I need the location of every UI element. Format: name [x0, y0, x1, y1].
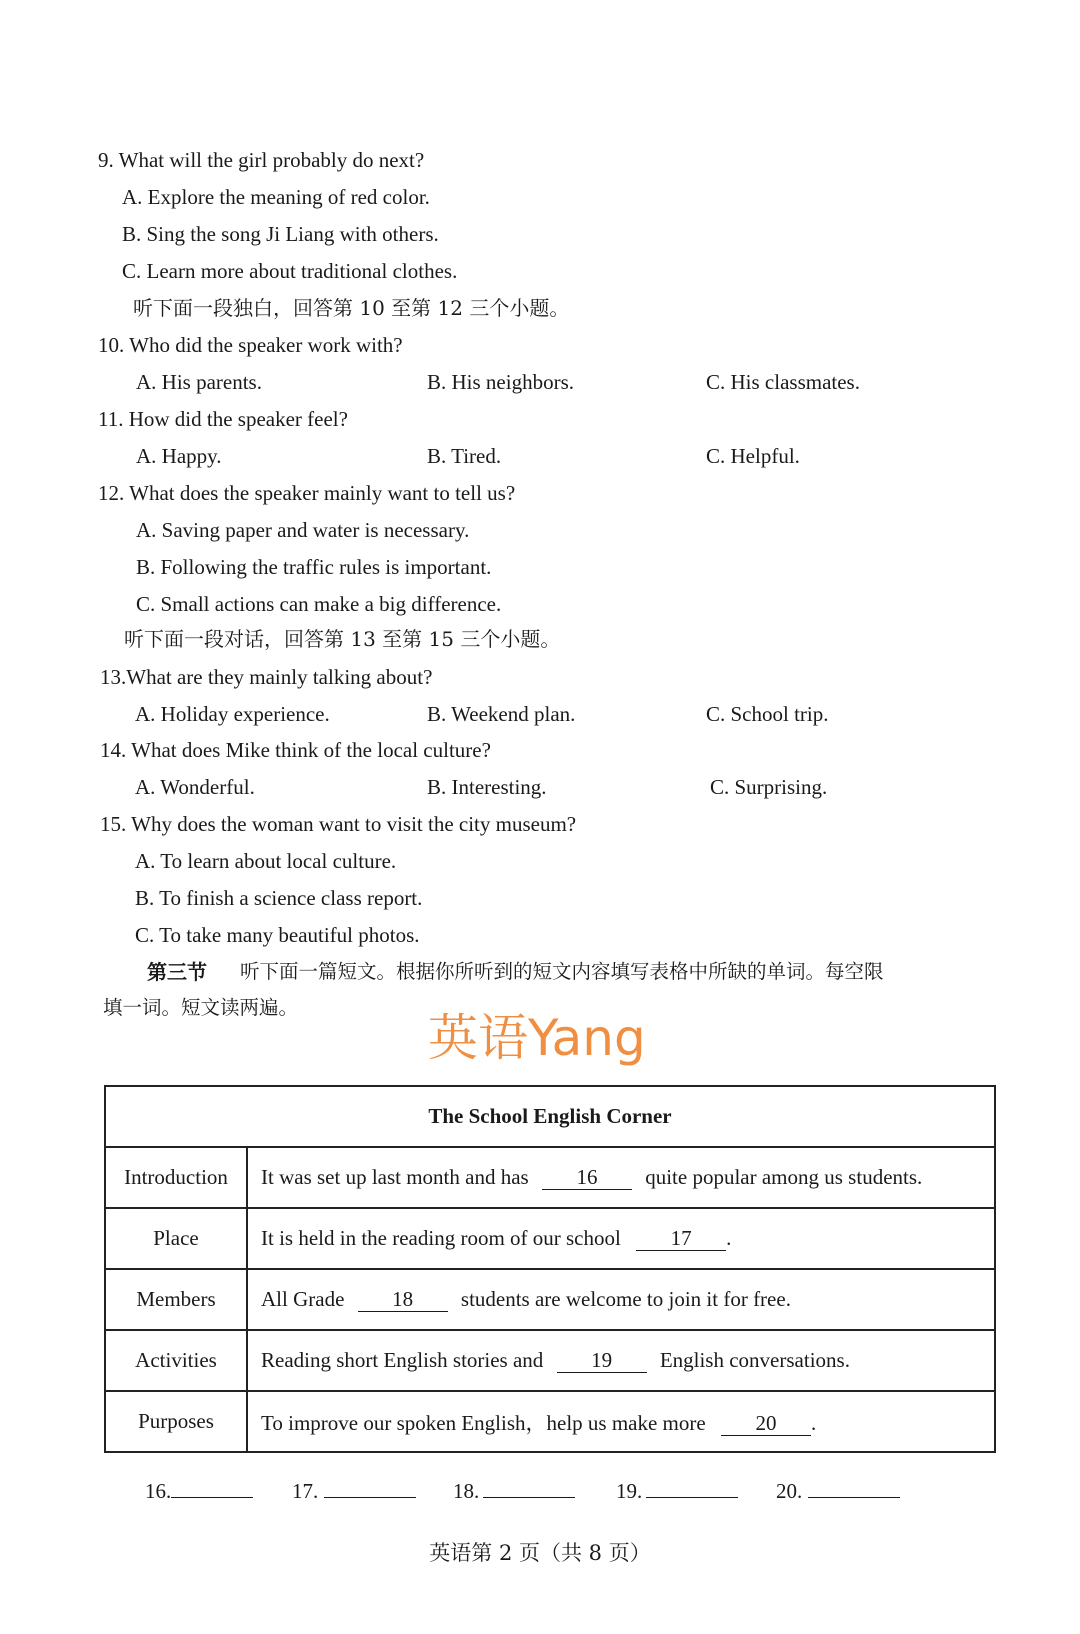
answer-label: 20.	[776, 1479, 803, 1503]
table-row	[105, 1391, 995, 1452]
row-text-after: English conversations.	[659, 1348, 850, 1372]
row-text-before: To improve our spoken English，help us make more	[261, 1410, 706, 1435]
question-11-option-a: A. Happy.	[136, 444, 222, 468]
section-3-instruction-line1: 听下面一篇短文。根据你所听到的短文内容填写表格中所缺的单词。每空限	[240, 960, 884, 983]
answer-label: 16.	[145, 1479, 172, 1503]
dialogue-instruction: 听下面一段对话，回答第 13 至第 15 三个小题。	[124, 627, 561, 651]
question-15-option-b: B. To finish a science class report.	[135, 886, 423, 910]
row-label-place: Place	[105, 1208, 247, 1269]
question-9-stem: 9. What will the girl probably do next?	[98, 148, 425, 172]
answer-label: 18.	[453, 1479, 480, 1503]
row-text-before: Reading short English stories and	[261, 1348, 544, 1372]
row-text-after: quite popular among us students.	[645, 1165, 923, 1189]
row-label-introduction: Introduction	[105, 1147, 247, 1208]
question-12-option-b: B. Following the traffic rules is important.	[136, 555, 492, 579]
blank-17: 17	[636, 1228, 726, 1251]
question-13-option-c: C. School trip.	[706, 702, 829, 726]
question-9-option-c: C. Learn more about traditional clothes.	[122, 259, 458, 283]
row-content-activities	[247, 1330, 995, 1391]
answer-blank	[171, 1476, 253, 1498]
row-label-activities: Activities	[105, 1330, 247, 1391]
section-3-title: 第三节	[147, 960, 207, 984]
row-text-before: It was set up last month and has	[261, 1165, 529, 1189]
answer-16	[145, 1476, 253, 1502]
answer-blank	[483, 1476, 575, 1498]
question-13-option-a: A. Holiday experience.	[135, 702, 330, 726]
question-14-stem: 14. What does Mike think of the local culture?	[100, 738, 491, 762]
answer-18	[453, 1476, 575, 1502]
row-content-introduction	[247, 1147, 995, 1208]
row-label-members: Members	[105, 1269, 247, 1330]
section-3-instruction-line2: 填一词。短文读两遍。	[103, 996, 299, 1019]
question-12-option-c: C. Small actions can make a big difference.	[136, 592, 502, 616]
question-15-option-a: A. To learn about local culture.	[135, 849, 397, 873]
answer-19	[616, 1476, 738, 1502]
question-9-option-b: B. Sing the song Ji Liang with others.	[122, 222, 439, 246]
question-15-option-c: C. To take many beautiful photos.	[135, 923, 420, 947]
question-11-stem: 11. How did the speaker feel?	[98, 407, 348, 431]
blank-19: 19	[557, 1350, 647, 1373]
table-header-row	[105, 1086, 995, 1147]
answer-blank	[646, 1476, 738, 1498]
english-corner-table	[104, 1085, 996, 1453]
question-10-option-a: A. His parents.	[136, 370, 262, 394]
blank-16: 16	[542, 1167, 632, 1190]
blank-20: 20	[721, 1413, 811, 1436]
question-15-stem: 15. Why does the woman want to visit the city museum?	[100, 812, 577, 836]
question-12-stem: 12. What does the speaker mainly want to tell us?	[98, 481, 516, 505]
table-row	[105, 1330, 995, 1391]
row-text-after: students are welcome to join it for free.	[460, 1287, 791, 1311]
row-content-purposes	[247, 1391, 995, 1452]
table-row	[105, 1208, 995, 1269]
table-row	[105, 1147, 995, 1208]
row-label-purposes: Purposes	[105, 1391, 247, 1452]
answer-17	[292, 1476, 416, 1502]
question-11-option-b: B. Tired.	[427, 444, 502, 468]
question-14-option-b: B. Interesting.	[427, 775, 547, 799]
answer-label: 19.	[616, 1479, 643, 1503]
question-11-option-c: C. Helpful.	[706, 444, 800, 468]
question-13-stem: 13.What are they mainly talking about?	[100, 665, 433, 689]
answer-blank	[324, 1476, 416, 1498]
question-12-option-a: A. Saving paper and water is necessary.	[136, 518, 470, 542]
page-footer: 英语第 2 页（共 8 页）	[429, 1541, 651, 1565]
question-10-option-b: B. His neighbors.	[427, 370, 574, 394]
row-text-before: All Grade	[261, 1287, 345, 1311]
table-row	[105, 1269, 995, 1330]
row-content-place	[247, 1208, 995, 1269]
watermark-logo: 英语Yang	[428, 1009, 646, 1067]
answer-20	[776, 1476, 900, 1502]
table-title: The School English Corner	[105, 1086, 995, 1147]
row-text-before: It is held in the reading room of our school	[261, 1226, 621, 1250]
question-14-option-c: C. Surprising.	[710, 775, 828, 799]
row-text-after: .	[726, 1226, 732, 1250]
question-14-option-a: A. Wonderful.	[135, 775, 255, 799]
row-text-after: .	[810, 1410, 817, 1435]
question-9-option-a: A. Explore the meaning of red color.	[122, 185, 430, 209]
blank-18: 18	[358, 1289, 448, 1312]
question-13-option-b: B. Weekend plan.	[427, 702, 576, 726]
answer-label: 17.	[292, 1479, 319, 1503]
monologue-instruction: 听下面一段独白，回答第 10 至第 12 三个小题。	[133, 296, 570, 320]
question-10-stem: 10. Who did the speaker work with?	[98, 333, 403, 357]
question-10-option-c: C. His classmates.	[706, 370, 860, 394]
answer-blank	[808, 1476, 900, 1498]
row-content-members	[247, 1269, 995, 1330]
